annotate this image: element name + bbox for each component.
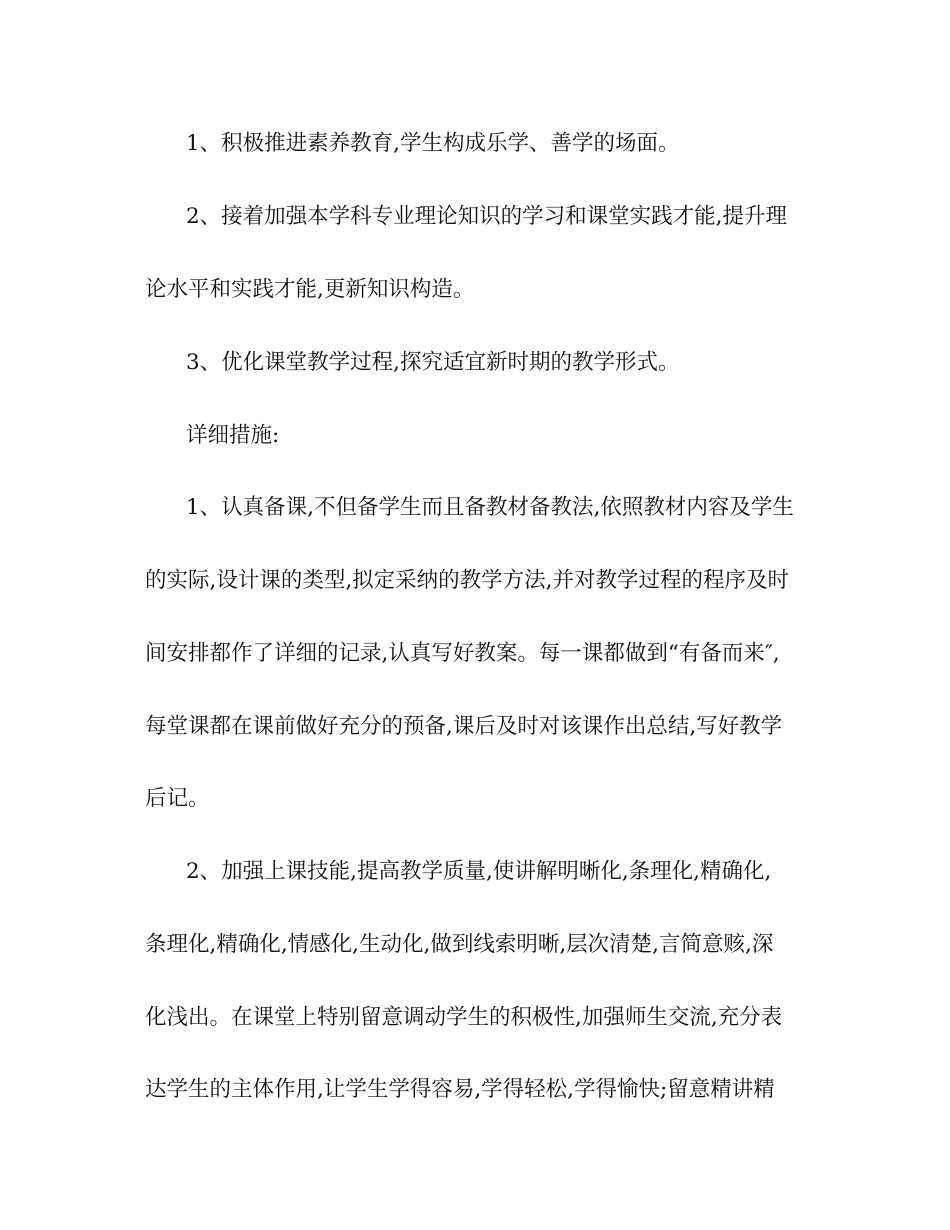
section-heading-measures: 详细措施: <box>186 423 280 448</box>
paragraph-measure-2-line-4: 达学生的主体作用,让学生学得容易,学得轻松,学得愉快;留意精讲精 <box>145 1077 775 1102</box>
paragraph-measure-2-line-1: 2、加强上课技能,提高教学质量,使讲解明晰化,条理化,精确化, <box>186 859 772 884</box>
paragraph-measure-1-line-4: 每堂课都在课前做好充分的预备,课后及时对该课作出总结,写好教学 <box>145 714 783 739</box>
paragraph-goal-1: 1、积极推进素养教育,学生构成乐学、善学的场面。 <box>186 131 680 156</box>
paragraph-measure-1-line-3: 间安排都作了详细的记录,认真写好教案。每一课都做到“有备而来″, <box>145 641 780 666</box>
paragraph-measure-2-line-3: 化浅出。在课堂上特别留意调动学生的积极性,加强师生交流,充分表 <box>145 1005 783 1030</box>
paragraph-goal-2-line-1: 2、接着加强本学科专业理论知识的学习和课堂实践才能,提升理 <box>186 204 788 229</box>
paragraph-measure-2-line-2: 条理化,精确化,情感化,生动化,做到线索明晰,层次清楚,言简意赅,深 <box>145 932 774 957</box>
paragraph-measure-1-line-1: 1、认真备课,不但备学生而且备教材备教法,依照教材内容及学生 <box>186 495 794 520</box>
paragraph-goal-2-line-2: 论水平和实践才能,更新知识构造。 <box>145 277 475 302</box>
paragraph-measure-1-line-5: 后记。 <box>145 786 210 811</box>
paragraph-goal-3: 3、优化课堂教学过程,探究适宜新时期的教学形式。 <box>186 350 680 375</box>
paragraph-measure-1-line-2: 的实际,设计课的类型,拟定采纳的教学方法,并对教学过程的程序及时 <box>145 568 790 593</box>
